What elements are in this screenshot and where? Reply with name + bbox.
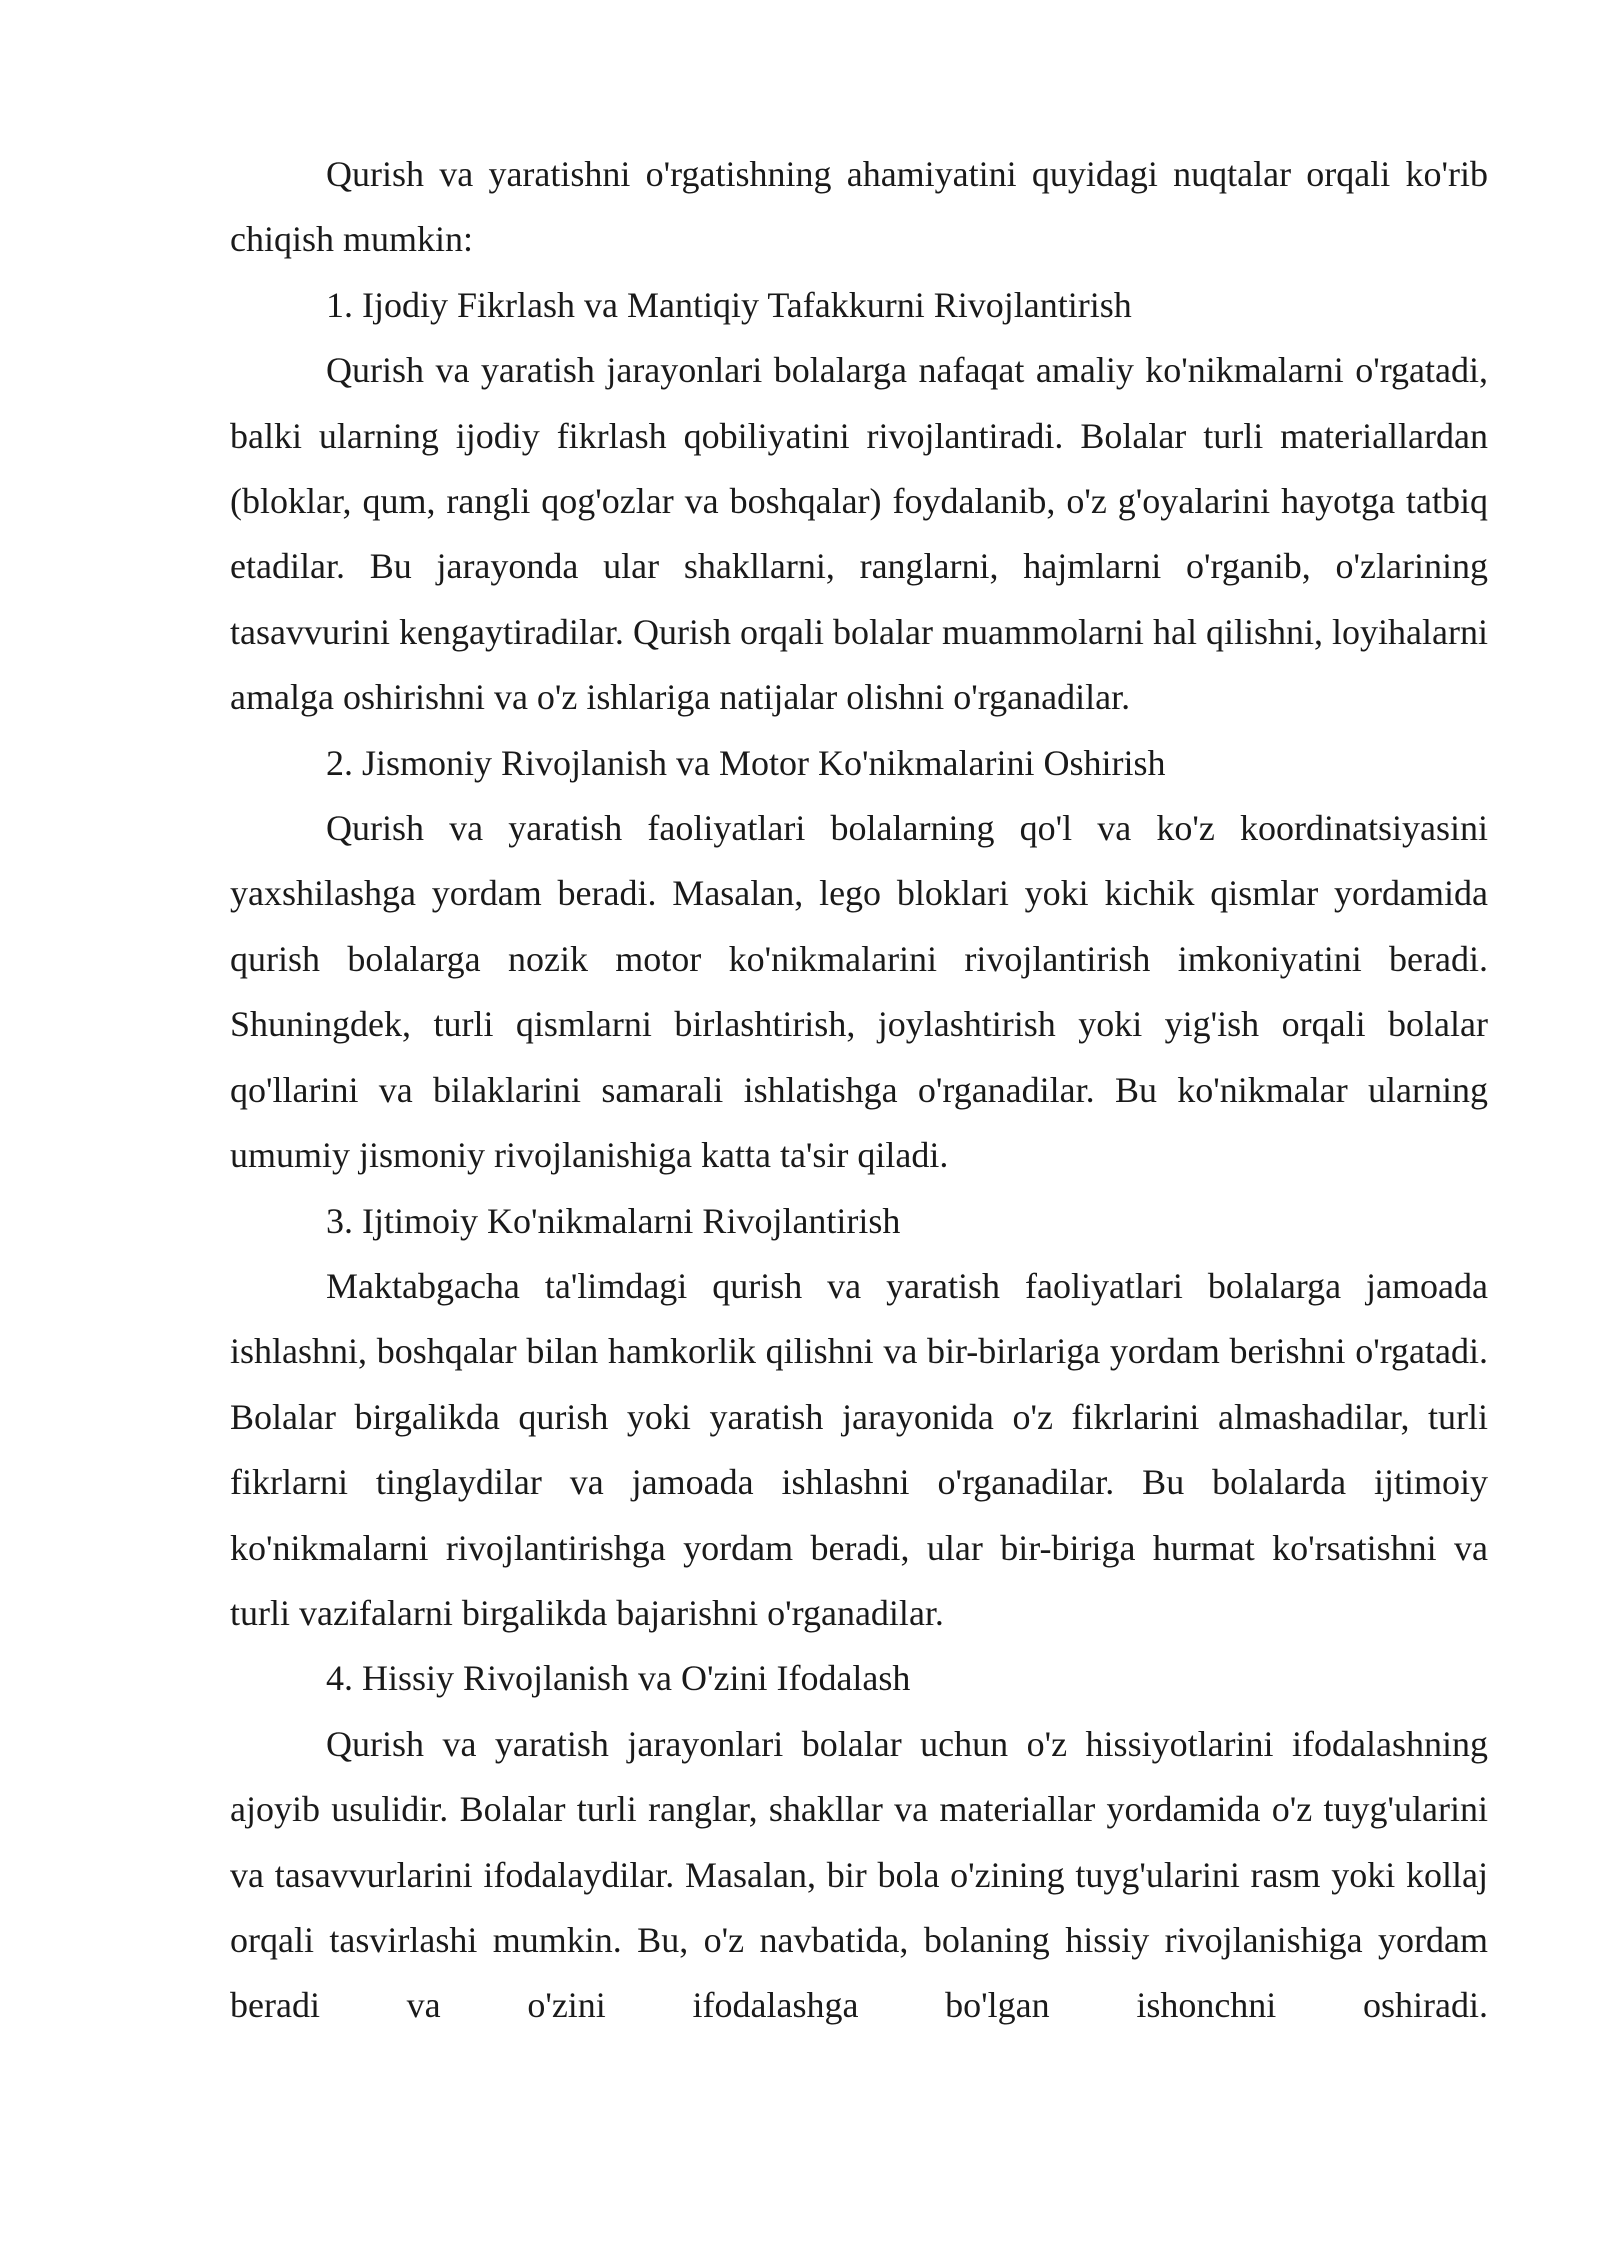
- document-body: [230, 142, 1488, 2039]
- section-paragraph-2: Qurish va yaratish faoliyatlari bolalarning qo'l va ko'z koordinatsiyasini yaxshilashga yordam beradi. Masalan, lego bloklari yoki kichik qismlar yordamida qurish bolalarga nozik motor ko'nikmalarini rivojlantirish imkoniyatini beradi. Shuningdek, turli qismlarni birlashtirish, joylashtirish yoki yig'ish orqali bolalar qo'llarini va bilaklarini samarali ishlatishga o'rganadilar. Bu ko'nikmalar ularning umumiy jismoniy rivojlanishiga katta ta'sir qiladi.: [230, 808, 1488, 1176]
- section-heading-4: 4. Hissiy Rivojlanish va O'zini Ifodalash: [326, 1658, 911, 1699]
- section-paragraph-4: Qurish va yaratish jarayonlari bolalar uchun o'z hissiyotlarini ifodalashning ajoyib usulidir. Bolalar turli ranglar, shakllar va materiallar yordamida o'z tuyg'ularini va tasavvurlarini ifodalaydilar. Masalan, bir bola o'zining tuyg'ularini rasm yoki kollaj orqali tasvirlashi mumkin. Bu, o'z navbatida, bolaning hissiy rivojlanishiga yordam beradi va o'zini ifodalashga bo'lgan ishonchni oshiradi.: [230, 1723, 1488, 2026]
- section-paragraph-3: Maktabgacha ta'limdagi qurish va yaratish faoliyatlari bolalarga jamoada ishlashni, boshqalar bilan hamkorlik qilishni va bir-birlariga yordam berishni o'rgatadi. Bolalar birgalikda qurish yoki yaratish jarayonida o'z fikrlarini almashadilar, turli fikrlarni tinglaydilar va jamoada ishlashni o'rganadilar. Bu bolalarda ijtimoiy ko'nikmalarni rivojlantirishga yordam beradi, ular bir-biriga hurmat ko'rsatishni va turli vazifalarni birgalikda bajarishni o'rganadilar.: [230, 1265, 1488, 1633]
- intro-paragraph: Qurish va yaratishni o'rgatishning ahamiyatini quyidagi nuqtalar orqali ko'rib chiqish mumkin:: [230, 154, 1488, 260]
- section-heading-3: 3. Ijtimoiy Ko'nikmalarni Rivojlantirish: [326, 1200, 901, 1241]
- section-heading-1: 1. Ijodiy Fikrlash va Mantiqiy Tafakkurni Rivojlantirish: [326, 284, 1132, 325]
- section-heading-2: 2. Jismoniy Rivojlanish va Motor Ko'nikmalarini Oshirish: [326, 742, 1166, 783]
- section-paragraph-1: Qurish va yaratish jarayonlari bolalarga nafaqat amaliy ko'nikmalarni o'rgatadi, balki ularning ijodiy fikrlash qobiliyatini rivojlantiradi. Bolalar turli materiallardan (bloklar, qum, rangli qog'ozlar va boshqalar) foydalanib, o'z g'oyalarini hayotga tatbiq etadilar. Bu jarayonda ular shakllarni, ranglarni, hajmlarni o'rganib, o'zlarining tasavvurini kengaytiradilar. Qurish orqali bolalar muammolarni hal qilishni, loyihalarni amalga oshirishni va o'z ishlariga natijalar olishni o'rganadilar.: [230, 350, 1488, 718]
